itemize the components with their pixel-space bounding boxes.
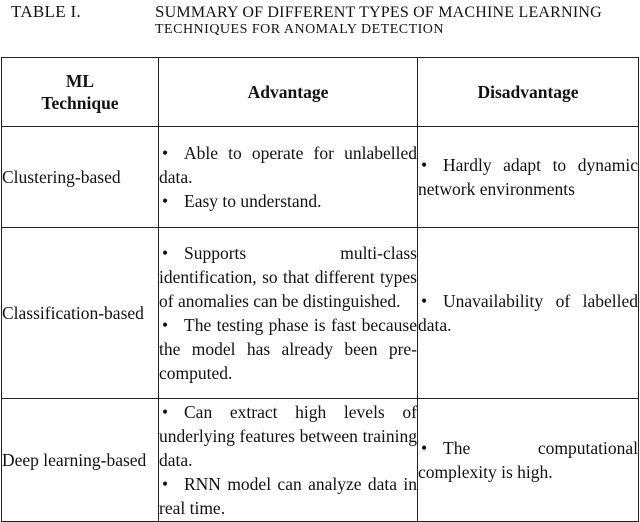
table-title-line-2: TECHNIQUES FOR ANOMALY DETECTION [155, 22, 445, 37]
list-item: • RNN model can analyze data in real time. [159, 474, 417, 518]
technique-cell: Deep learning-based [2, 399, 159, 522]
list-item: • Can extract high levels of underlying features between training data. [159, 402, 417, 470]
technique-cell: Classification-based [2, 228, 159, 399]
disadvantage-cell [418, 399, 639, 522]
technique-cell: Clustering-based [2, 127, 159, 228]
table-row [2, 228, 639, 399]
list-item: • Hardly adapt to dynamic network environments [418, 155, 638, 199]
table-row [2, 399, 639, 522]
header-ml-technique: ML Technique [2, 58, 159, 127]
disadvantage-cell [418, 127, 639, 228]
header-advantage: Advantage [159, 58, 418, 127]
disadvantage-cell [418, 228, 639, 399]
list-item: • Unavailability of labelled data. [418, 291, 638, 335]
list-item: • Able to operate for unlabelled data. [159, 143, 417, 187]
list-item: • The computational complexity is high. [418, 438, 638, 482]
table-title-line-1: SUMMARY OF DIFFERENT TYPES OF MACHINE LEARNING [155, 2, 602, 21]
advantage-cell [159, 228, 418, 399]
list-item: • Supports multi-class identification, so that different types of anomalies can be distinguished. [159, 243, 417, 311]
advantage-cell [159, 399, 418, 522]
list-item: • The testing phase is fast because the model has already been pre-computed. [159, 315, 417, 383]
summary-table [1, 57, 639, 522]
header-disadvantage: Disadvantage [418, 58, 639, 127]
table-row [2, 127, 639, 228]
table-caption [0, 0, 640, 48]
advantage-cell [159, 127, 418, 228]
table-header-row [2, 58, 639, 127]
list-item: • Easy to understand. [162, 191, 322, 211]
table-label: TABLE I. [11, 2, 81, 21]
